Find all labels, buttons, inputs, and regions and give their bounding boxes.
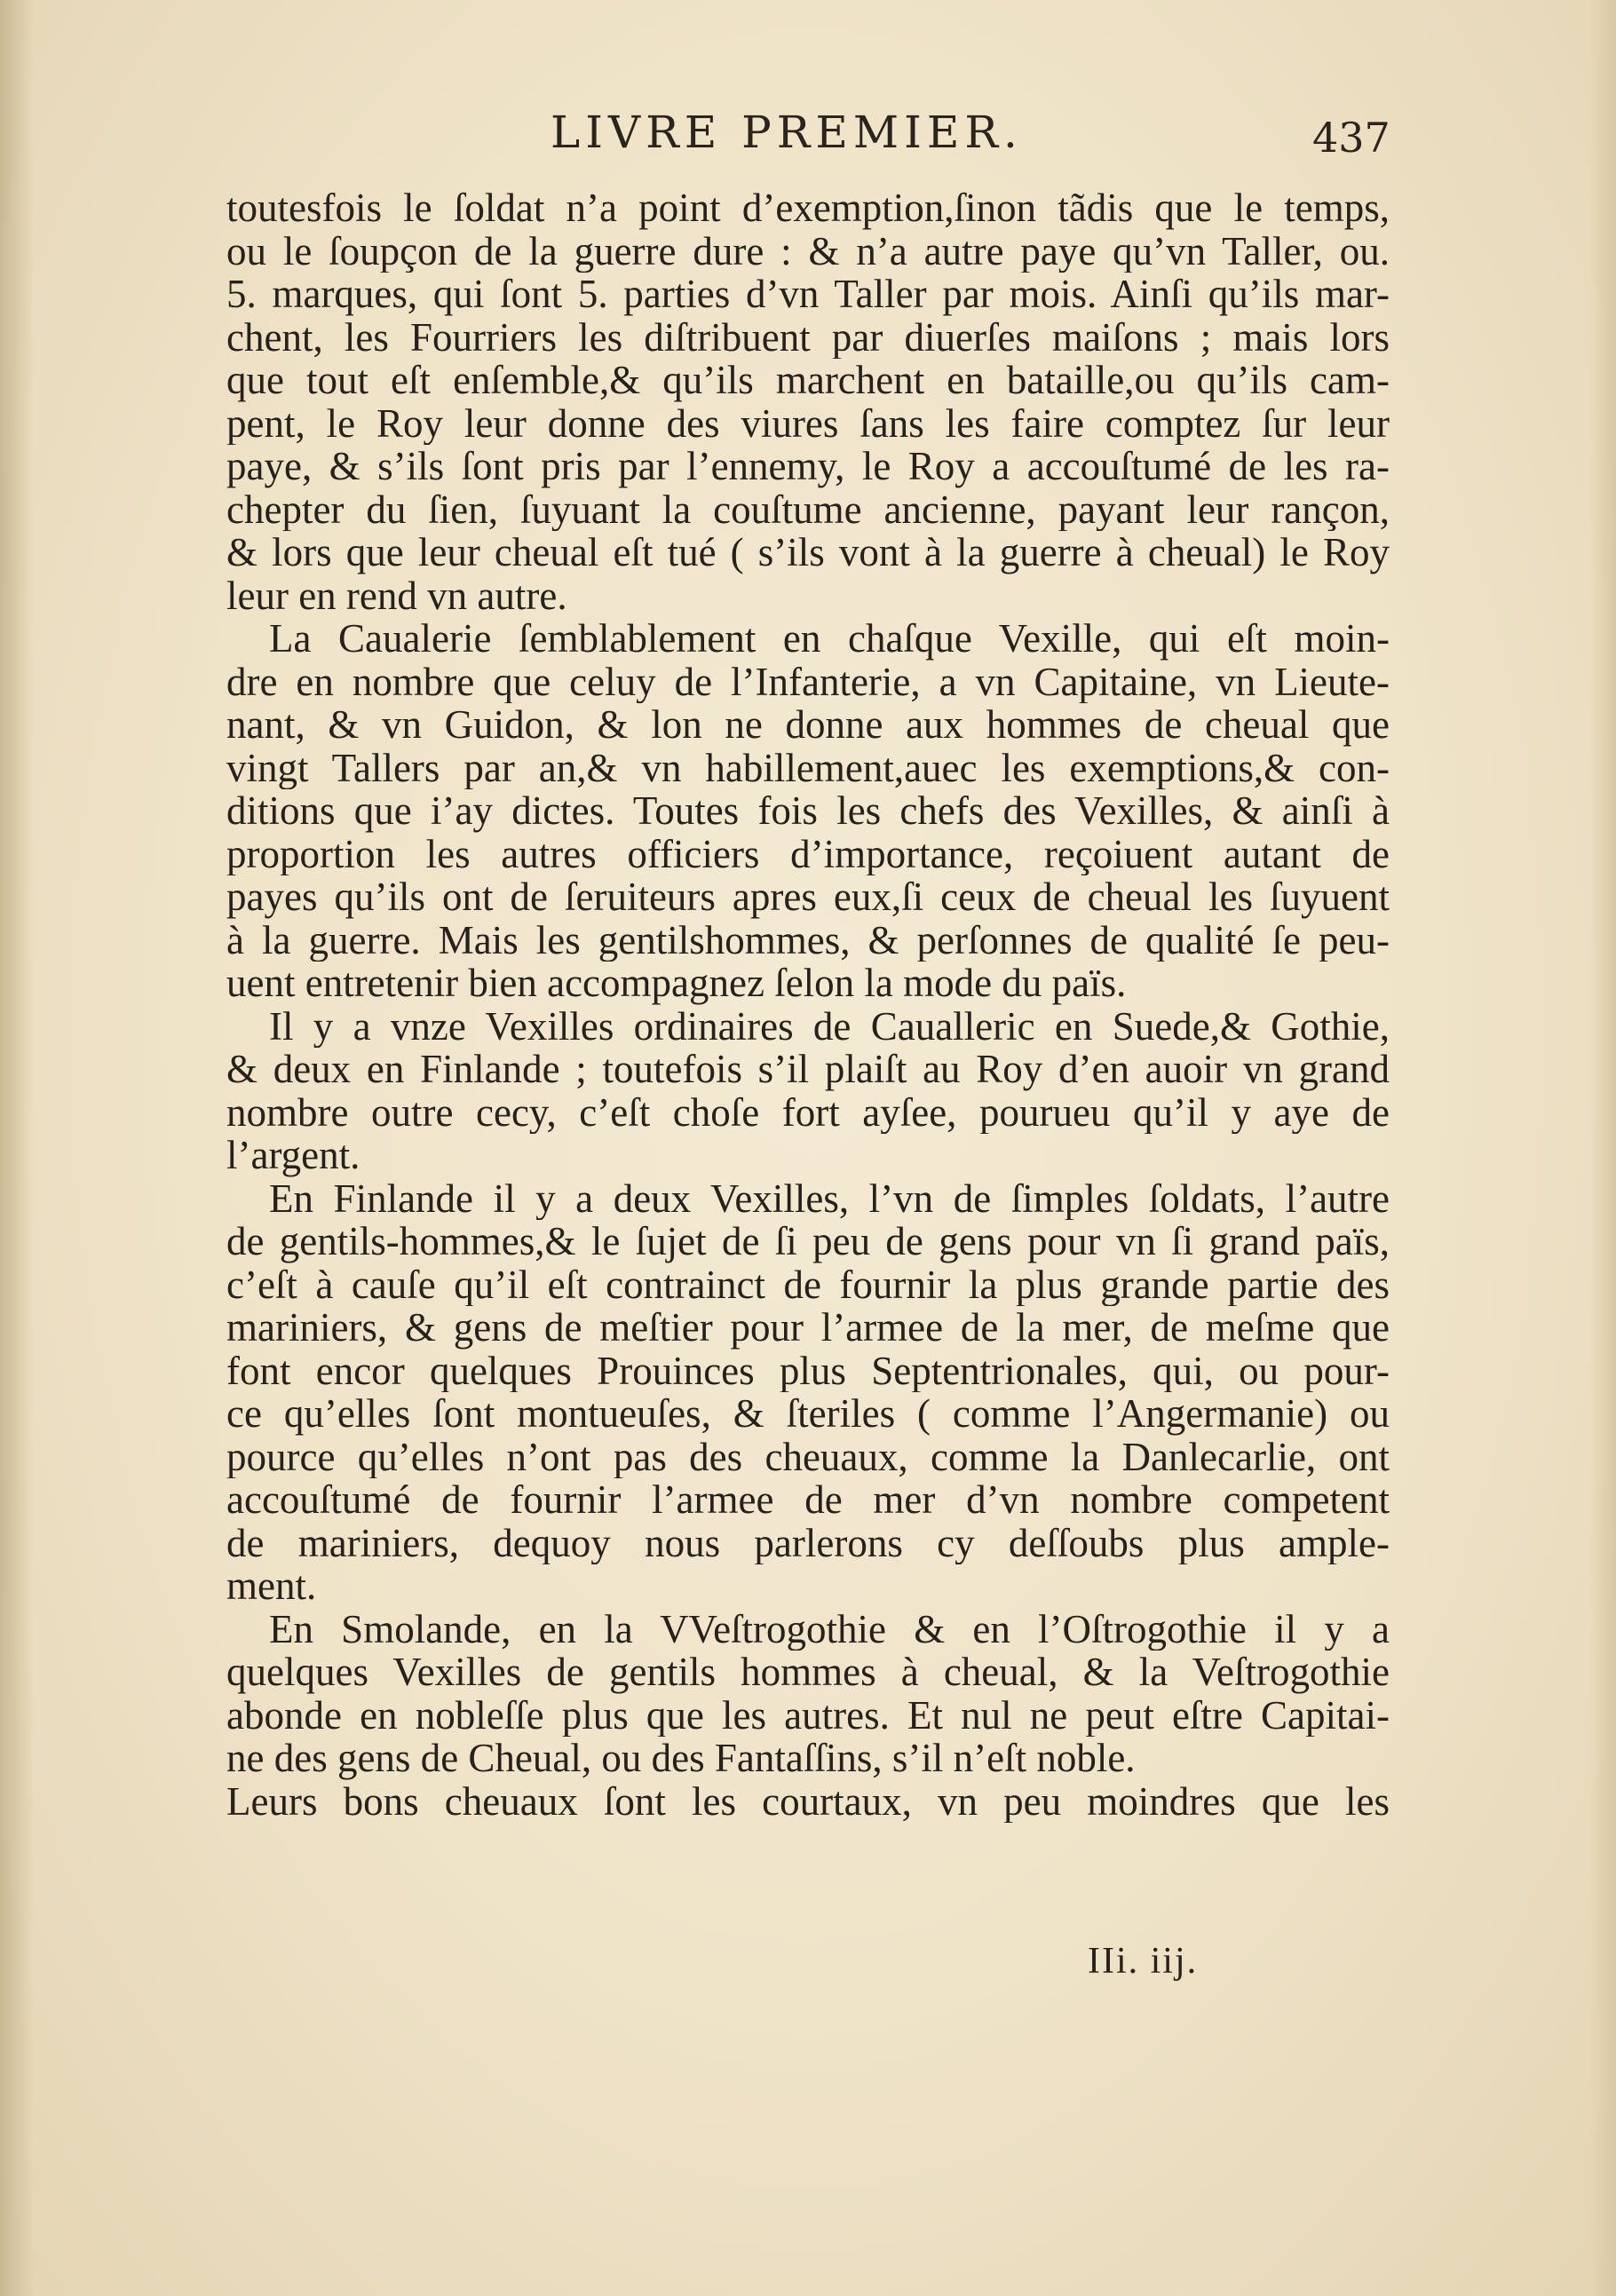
text-line: ment.	[226, 1564, 317, 1608]
text-line: l’argent.	[226, 1134, 360, 1177]
text-line: c’eſt à cauſe qu’il eſt contrainct de fournir la plus grande partie des	[226, 1263, 1390, 1306]
text-line: nombre outre cecy, c’eſt choſe fort ayſee, pourueu qu’il y aye de	[226, 1090, 1390, 1134]
text-line: uent entretenir bien accompagnez ſelon la mode du païs.	[226, 962, 1127, 1005]
text-line: quelques Vexilles de gentils hommes à cheual, & la Veſtrogothie	[226, 1651, 1390, 1694]
text-line: font encor quelques Prouinces plus Septentrionales, qui, ou pour-	[226, 1349, 1390, 1392]
text-line: pource qu’elles n’ont pas des cheuaux, comme la Danlecarlie, ont	[226, 1435, 1390, 1478]
text-line: En Smolande, en la VVeſtrogothie & en l’Oſtrogothie il y a	[269, 1607, 1390, 1651]
text-line: & deux en Finlande ; toutefois s’il plaiſt au Roy d’en auoir vn grand	[226, 1048, 1390, 1091]
text-line: chepter du ſien, ſuyuant la couſtume ancienne, payant leur rançon,	[226, 487, 1390, 531]
text-line: que tout eſt enſemble,& qu’ils marchent en bataille,ou qu’ils cam-	[226, 359, 1390, 402]
text-line: abonde en nobleſſe plus que les autres. Et nul ne peut eſtre Capitai-	[226, 1693, 1390, 1737]
text-line: pent, le Roy leur donne des viures ſans les faire comptez ſur leur	[226, 401, 1390, 445]
edge-shadow	[1589, 0, 1616, 2296]
page-number: 437	[1312, 114, 1390, 162]
spine-shadow	[0, 0, 34, 2296]
text-line: toutesfois le ſoldat n’a point d’exemption,ſinon tãdis que le temps,	[226, 186, 1390, 230]
text-line: dre en nombre que celuy de l’Infanterie, a vn Capitaine, vn Lieute-	[226, 660, 1390, 703]
text-line: Il y a vnze Vexilles ordinaires de Caualleric en Suede,& Gothie,	[269, 1004, 1390, 1048]
body-text	[226, 186, 1390, 1823]
text-line: nant, & vn Guidon, & lon ne donne aux hommes de cheual que	[226, 703, 1390, 747]
text-line: chent, les Fourriers les diſtribuent par diuerſes maiſons ; mais lors	[226, 315, 1390, 359]
text-line: En Finlande il y a deux Vexilles, l’vn de ſimples ſoldats, l’autre	[269, 1176, 1390, 1220]
text-line: paye, & s’ils ſont pris par l’ennemy, le Roy a accouſtumé de les ra-	[226, 445, 1390, 488]
text-line: ditions que i’ay dictes. Toutes fois les chefs des Vexilles, & ainſi à	[226, 789, 1390, 833]
text-line: Leurs bons cheuaux ſont les courtaux, vn peu moindres que les	[226, 1779, 1390, 1823]
text-line: 5. marques, qui ſont 5. parties d’vn Taller par mois. Ainſi qu’ils mar-	[226, 273, 1390, 316]
text-line: ne des gens de Cheual, ou des Fantaſſins, s’il n’eſt noble.	[226, 1737, 1136, 1780]
running-head: LIVRE PREMIER.	[551, 107, 1023, 158]
text-line: payes qu’ils ont de ſeruiteurs apres eux,ſi ceux de cheual les ſuyuent	[226, 875, 1390, 919]
text-line: ou le ſoupçon de la guerre dure : & n’a autre paye qu’vn Taller, ou.	[226, 229, 1390, 273]
text-line: La Caualerie ſemblablement en chaſque Vexille, qui eſt moin-	[269, 617, 1390, 661]
text-line: à la guerre. Mais les gentilshommes, & perſonnes de qualité ſe peu-	[226, 918, 1390, 962]
text-line: & lors que leur cheual eſt tué ( s’ils vont à la guerre à cheual) le Roy	[226, 531, 1390, 574]
text-line: mariniers, & gens de meſtier pour l’armee de la mer, de meſme que	[226, 1306, 1390, 1350]
text-line: leur en rend vn autre.	[226, 574, 567, 617]
text-line: ce qu’elles ſont montueuſes, & ſteriles ( comme l’Angermanie) ou	[226, 1392, 1390, 1436]
signature-mark: IIi. iij.	[1088, 1941, 1199, 1982]
text-line: de gentils-hommes,& le ſujet de ſi peu de gens pour vn ſi grand païs,	[226, 1220, 1390, 1263]
text-line: vingt Tallers par an,& vn habillement,auec les exemptions,& con-	[226, 746, 1390, 789]
text-line: accouſtumé de fournir l’armee de mer d’vn nombre competent	[226, 1478, 1390, 1522]
text-line: de mariniers, dequoy nous parlerons cy deſſoubs plus ample-	[226, 1521, 1390, 1564]
text-line: proportion les autres officiers d’importance, reçoiuent autant de	[226, 832, 1390, 875]
